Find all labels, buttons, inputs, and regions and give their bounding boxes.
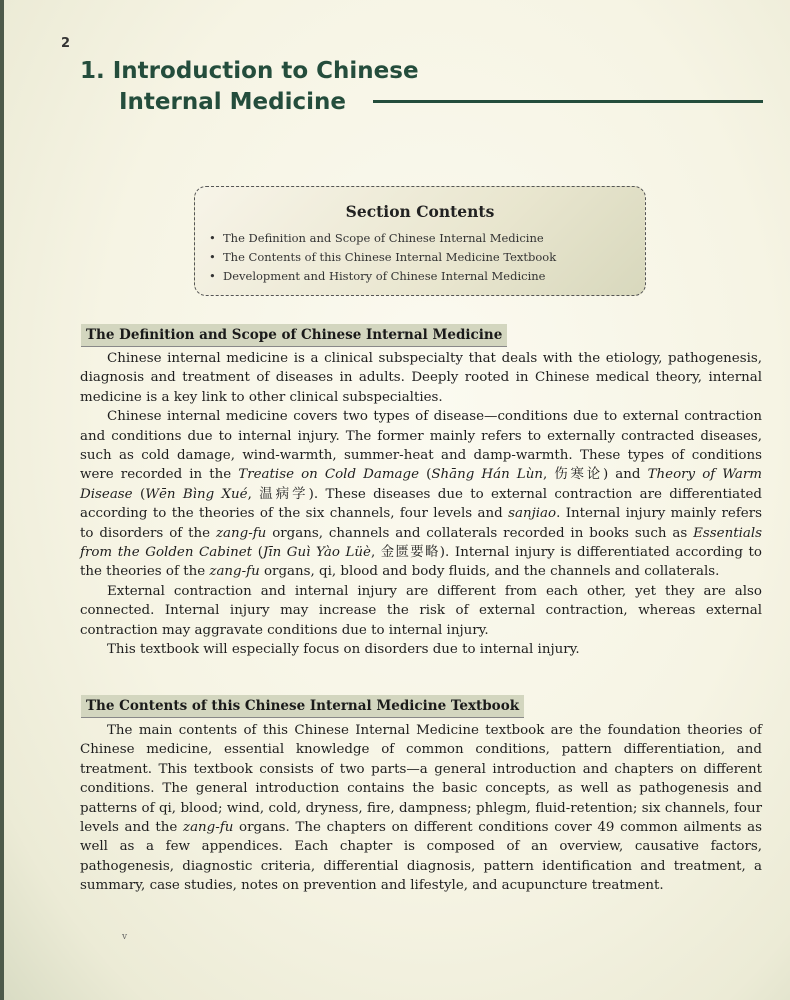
chapter-title-line-1: 1. Introduction to Chinese bbox=[80, 58, 419, 84]
chapter-title-line-2: Internal Medicine bbox=[119, 89, 346, 115]
contents-item[interactable] bbox=[209, 229, 556, 248]
paragraph: External contraction and internal injury are different from each other, yet they are also connected. Internal injury may increase the risk of external contraction, whereas external contraction may aggravate conditions due to internal injury. bbox=[80, 583, 762, 638]
paragraph: This textbook will especially focus on disorders due to internal injury. bbox=[107, 642, 580, 658]
contents-item[interactable] bbox=[209, 267, 556, 286]
paragraph: The main contents of this Chinese Internal Medicine textbook are the foundation theories of Chinese medicine, essential knowledge of common conditions, pattern differentiation, and treatment. This textbook consists of two parts—a general introduction and chapters on different conditions. The general introduction contains the basic concepts, as well as pathogenesis and patterns of qi, blood; wind, cold, dryness, fire, dampness; phlegm, fluid-retention; six channels, four levels and the zang-fu organs. The chapters on different conditions cover 49 common ailments as well as a few appendices. Each chapter is composed of an overview, causative factors, pathogenesis, diagnostic criteria, differential diagnosis, pattern identification and treatment, a summary, case studies, notes on prevention and lifestyle, and acupuncture treatment. bbox=[80, 723, 762, 894]
paragraph: Chinese internal medicine covers two types of disease—conditions due to external contraction and conditions due to internal injury. The former mainly refers to externally contracted diseases, such as cold damage, wind-warmth, summer-heat and damp-warmth. These types of conditions were recorded in the Treatise on Cold Damage (Shāng Hán Lùn, 伤寒论) and Theory of Warm Disease (Wēn Bìng Xué, 温病学). These diseases due to external contraction are differentiated according to the theories of the six channels, four levels and sanjiao. Internal injury mainly refers to disorders of the zang-fu organs, channels and collaterals recorded in books such as Essentials from the Golden Cabinet (Jīn Guì Yào Lüè, 金匮要略). Internal injury is differentiated according to the theories of the zang-fu organs, qi, blood and body fluids, and the channels and collaterals. bbox=[80, 409, 763, 580]
title-rule bbox=[373, 100, 763, 103]
book-page bbox=[4, 0, 790, 1000]
section-contents-title: Section Contents bbox=[345, 202, 495, 221]
section-body-contents bbox=[80, 721, 762, 896]
contents-item-label: Development and History of Chinese Internal Medicine bbox=[223, 269, 546, 283]
section-body-definition bbox=[80, 349, 762, 660]
stray-mark: v bbox=[122, 932, 128, 942]
page-number: 2 bbox=[61, 36, 71, 51]
section-contents-list bbox=[209, 229, 556, 286]
section-heading-definition: The Definition and Scope of Chinese Internal Medicine bbox=[81, 324, 507, 347]
contents-item-label: The Definition and Scope of Chinese Internal Medicine bbox=[223, 231, 544, 245]
section-contents-box bbox=[194, 186, 646, 296]
contents-item[interactable] bbox=[209, 248, 556, 267]
section-heading-contents: The Contents of this Chinese Internal Medicine Textbook bbox=[81, 695, 524, 718]
chapter-title bbox=[80, 56, 419, 118]
bullet-icon: • bbox=[209, 231, 216, 245]
bullet-icon: • bbox=[209, 269, 216, 283]
paragraph: Chinese internal medicine is a clinical subspecialty that deals with the etiology, pathogenesis, diagnosis and treatment of diseases in adults. Deeply rooted in Chinese medical theory, internal medicine is a key link to other clinical subspecialties. bbox=[80, 351, 762, 405]
bullet-icon: • bbox=[209, 250, 216, 264]
contents-item-label: The Contents of this Chinese Internal Medicine Textbook bbox=[223, 250, 557, 264]
